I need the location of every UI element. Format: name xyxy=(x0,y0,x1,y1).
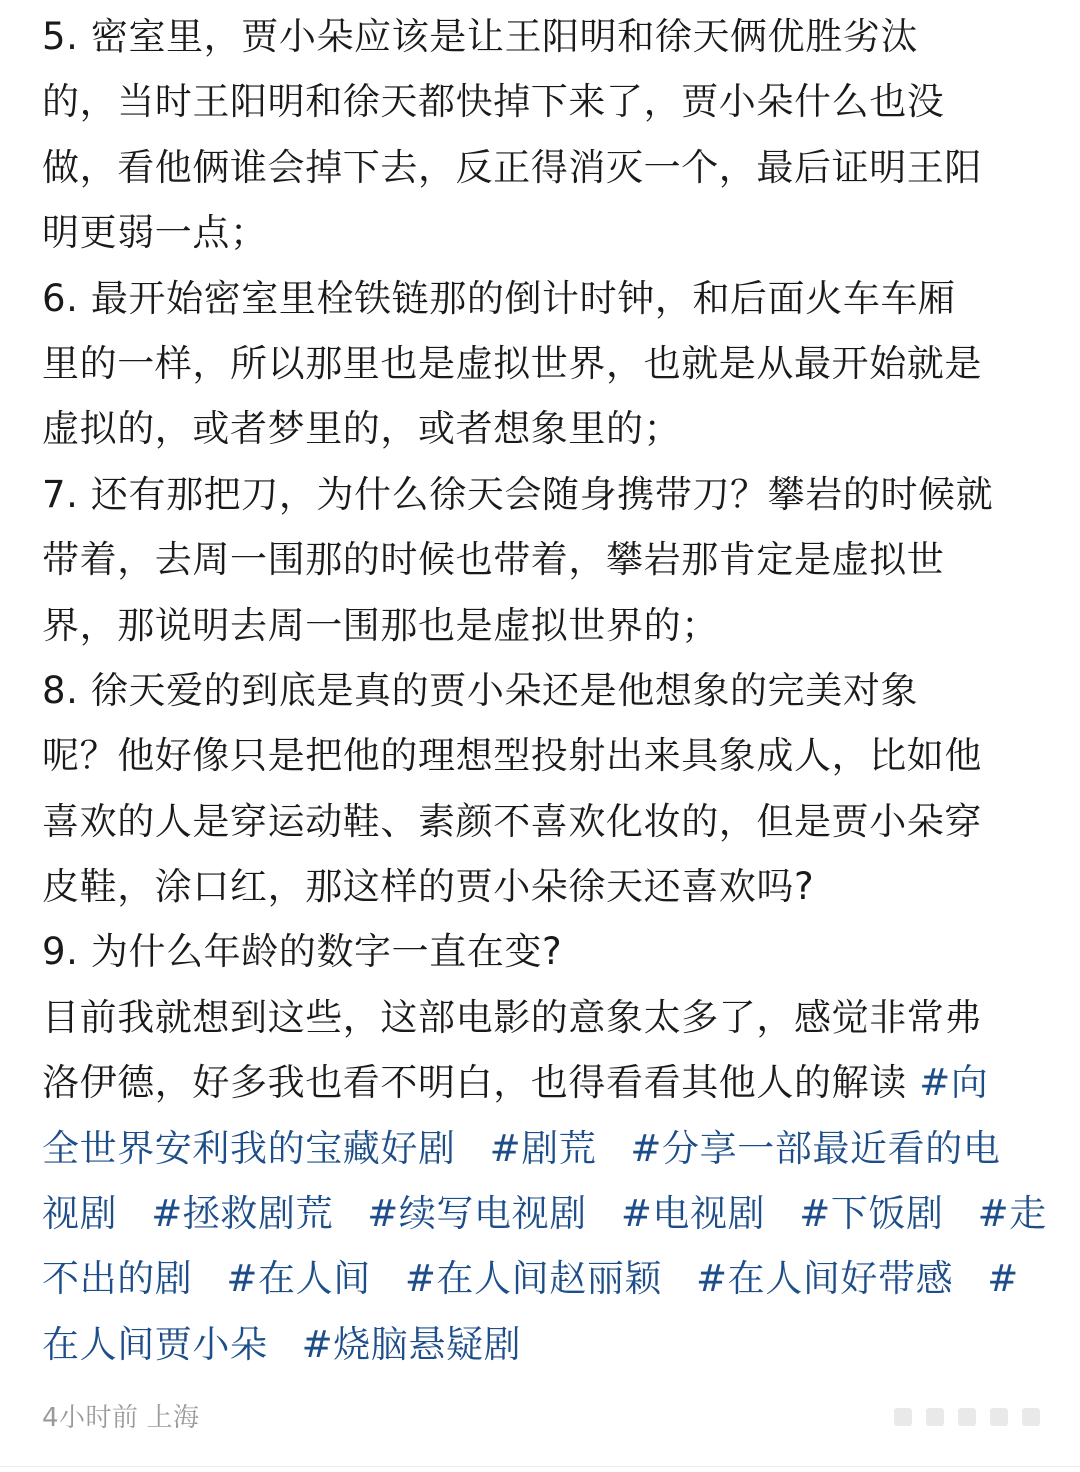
post-meta xyxy=(42,1400,200,1436)
hashtag-link[interactable]: #剧荒 xyxy=(489,1126,597,1170)
faint-icon xyxy=(1022,1408,1040,1426)
faint-action-bar xyxy=(894,1408,1040,1426)
post-text-line: 喜欢的人是穿运动鞋、素颜不喜欢化妆的，但是贾小朵穿 xyxy=(42,799,982,843)
hashtag-line xyxy=(42,1181,1047,1246)
post-text-line xyxy=(42,1050,1042,1115)
post-text-line: 6. 最开始密室里栓铁链那的倒计时钟，和后面火车车厢 xyxy=(42,276,956,320)
post-body xyxy=(42,4,1047,1377)
post-text-line: 5. 密室里，贾小朵应该是让王阳明和徐天俩优胜劣汰 xyxy=(42,15,919,58)
hashtag-link[interactable]: 全世界安利我的宝藏好剧 xyxy=(42,1126,456,1170)
post-text-line: 里的一样，所以那里也是虚拟世界，也就是从最开始就是 xyxy=(42,341,982,385)
hashtag-link[interactable]: #拯救剧荒 xyxy=(151,1192,334,1236)
hashtag-link[interactable]: #烧脑悬疑剧 xyxy=(301,1322,522,1366)
hashtag-link[interactable]: #向 xyxy=(919,1061,989,1105)
hashtag-link[interactable]: #电视剧 xyxy=(620,1192,766,1236)
post-text-line: 7. 还有那把刀，为什么徐天会随身携带刀？攀岩的时候就 xyxy=(42,472,994,516)
hashtag-link[interactable]: #分享一部最近看的电 xyxy=(630,1126,1001,1170)
faint-icon xyxy=(926,1408,944,1426)
faint-icon xyxy=(894,1408,912,1426)
hashtag-link[interactable]: #续写电视剧 xyxy=(367,1192,587,1236)
divider xyxy=(0,1466,1080,1467)
hashtag-link[interactable]: #下饭剧 xyxy=(799,1192,944,1236)
post-text-segment: 洛伊德，好多我也看不明白，也得看看其他人的解读 xyxy=(42,1061,907,1105)
post-location: 上海 xyxy=(146,1403,200,1433)
hashtag-link[interactable]: #在人间赵丽颖 xyxy=(404,1257,663,1301)
post-text-line: 明更弱一点； xyxy=(42,211,268,255)
hashtag-link[interactable]: 在人间贾小朵 xyxy=(42,1322,268,1366)
faint-icon xyxy=(990,1408,1008,1426)
post-text-line: 带着，去周一围那的时候也带着，攀岩那肯定是虚拟世 xyxy=(42,538,945,582)
post-text-line: 目前我就想到这些，这部电影的意象太多了，感觉非常弗 xyxy=(42,995,982,1039)
post-text-line: 8. 徐天爱的到底是真的贾小朵还是他想象的完美对象 xyxy=(42,668,919,712)
faint-icon xyxy=(958,1408,976,1426)
post-text-line: 皮鞋，涂口红，那这样的贾小朵徐天还喜欢吗? xyxy=(42,865,815,909)
post-text-line: 呢？他好像只是把他的理想型投射出来具象成人，比如他 xyxy=(42,734,982,778)
hashtag-line xyxy=(42,1312,1042,1377)
hashtag-line xyxy=(42,1246,1042,1311)
post-text-line: 界，那说明去周一围那也是虚拟世界的； xyxy=(42,603,719,647)
post-text-line: 9. 为什么年龄的数字一直在变? xyxy=(42,930,563,974)
hashtag-line xyxy=(42,1116,1042,1181)
post-text-line: 的，当时王阳明和徐天都快掉下来了，贾小朵什么也没 xyxy=(42,80,945,124)
hashtag-link[interactable]: #在人间 xyxy=(226,1257,371,1301)
hashtag-link[interactable]: 不出的剧 xyxy=(42,1257,193,1301)
hashtag-link[interactable]: 视剧 xyxy=(42,1192,118,1236)
hashtag-link[interactable]: #走 xyxy=(977,1192,1047,1236)
hashtag-link[interactable]: #在人间好带感 xyxy=(696,1257,954,1301)
post-time: 4小时前 xyxy=(42,1403,139,1433)
post-text-line: 做，看他俩谁会掉下去，反正得消灭一个，最后证明王阳 xyxy=(42,145,982,189)
post-text-line: 虚拟的，或者梦里的，或者想象里的； xyxy=(42,407,682,451)
hashtag-link[interactable]: # xyxy=(987,1257,1019,1301)
